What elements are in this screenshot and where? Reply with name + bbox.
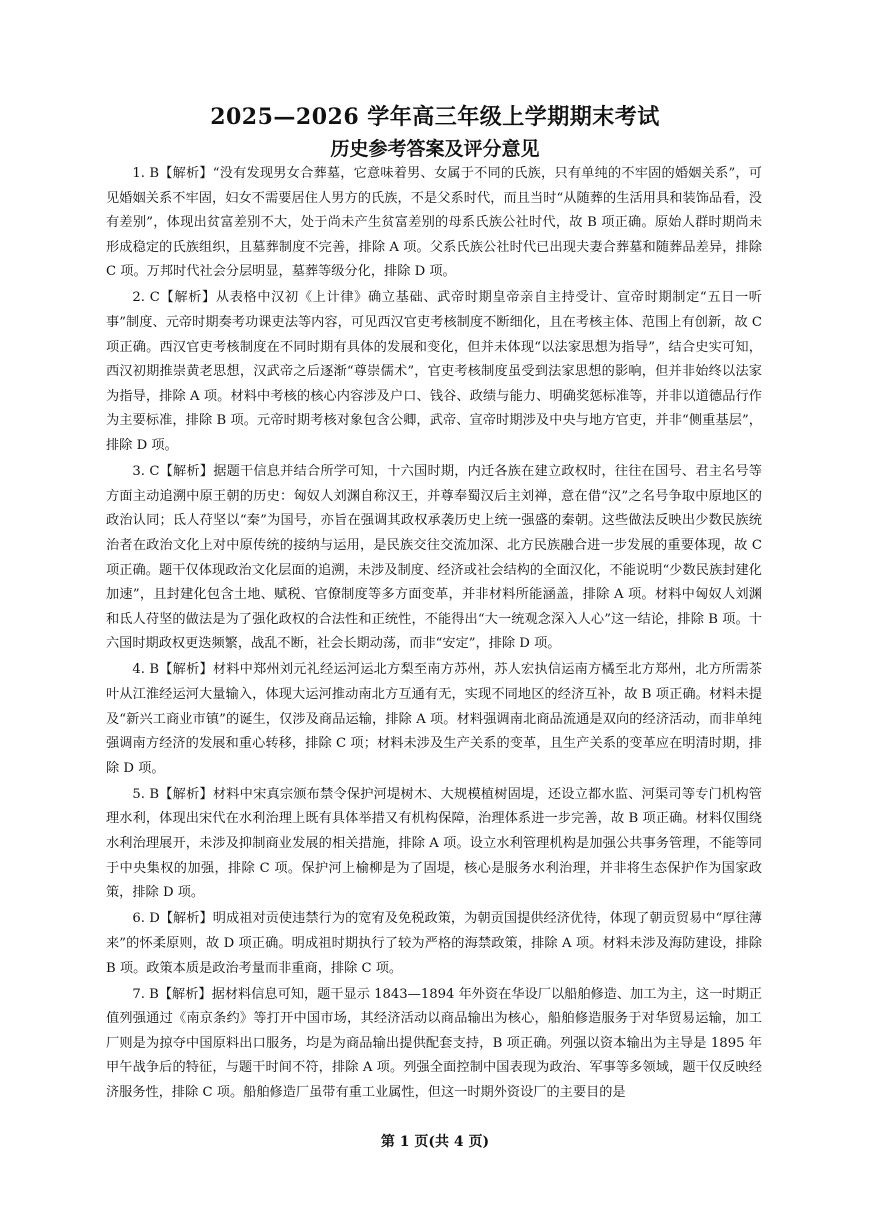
answer-paragraph-5: 5. B【解析】材料中宋真宗颁布禁令保护河堤树木、大规模植树固堤，还设立都水监、河渠司等专门机构管理水利，体现出宋代在水利治理上既有具体举措又有机构保障，治理体系进一步完善，故 B 项正确。材料仅围绕水利治理展开，未涉及抑制商业发展的相关措施，排除 A 项。设立水利管理机构是加强公共事务管理，不能等同于中央集权的加强，排除 C 项。保护河上榆柳是为了固堤，核心是服务水利治理，并非将生态保护作为国家政策，排除 D 项。 xyxy=(106,786,762,901)
answer-body xyxy=(106,162,762,1107)
answer-paragraph-1: 1. B【解析】“没有发现男女合葬墓，它意味着男、女属于不同的氏族，只有单纯的不牢固的婚姻关系”，可见婚姻关系不牢固，妇女不需要居住人男方的氏族，不是父系时代，而且当时“从随葬的生活用具和装饰品看，没有差别”，体现出贫富差别不大，处于尚未产生贫富差别的母系氏族公社时代，故 B 项正确。原始人群时期尚未形成稳定的氏族组织，且墓葬制度不完善，排除 A 项。父系氏族公社时代已出现夫妻合葬墓和随葬品差异，排除 C 项。万邦时代社会分层明显，墓葬等级分化，排除 D 项。 xyxy=(106,166,762,280)
answer-paragraph-7: 7. B【解析】据材料信息可知，题干显示 1843—1894 年外资在华设厂以船舶修造、加工为主，这一时期正值列强通过《南京条约》等打开中国市场，其经济活动以商品输出为核心，船舶修造服务于对华贸易运输，加工厂则是为掠夺中国原料出口服务，均是为商品输出提供配套支持，B 项正确。列强以资本输出为主导是 1895 年甲午战争后的特征，与题干时间不符，排除 A 项。列强全面控制中国表现为政治、军事等多领域，题干仅反映经济服务性，排除 C 项。船舶修造厂虽带有重工业属性，但这一时期外资设厂的主要目的是 xyxy=(106,986,762,1100)
answer-paragraph-6: 6. D【解析】明成祖对贡使违禁行为的宽宥及免税政策，为朝贡国提供经济优待，体现了朝贡贸易中“厚往薄来”的怀柔原则，故 D 项正确。明成祖时期执行了较为严格的海禁政策，排除 A 项。材料未涉及海防建设，排除 B 项。政策本质是政治考量而非重商，排除 C 项。 xyxy=(106,911,762,976)
answer-paragraph-4: 4. B【解析】材料中郑州刘元礼经运河运北方梨至南方苏州，苏人宏执信运南方橘至北方郑州，北方所需茶叶从江淮经运河大量输入，体现大运河推动南北方互通有无，实现不同地区的经济互补，故 B 项正确。材料未提及“新兴工商业市镇”的诞生，仅涉及商品运输，排除 A 项。材料强调南北商品流通是双向的经济活动，而非单纯强调南方经济的发展和重心转移，排除 C 项；材料未涉及生产关系的变革，且生产关系的变革应在明清时期，排除 D 项。 xyxy=(106,662,762,776)
answer-paragraph-2: 2. C【解析】从表格中汉初《上计律》确立基础、武帝时期皇帝亲自主持受计、宣帝时期制定“五日一听事”制度、元帝时期奏考功课吏法等内容，可见西汉官吏考核制度不断细化，且在考核主体、范围上有创新，故 C 项正确。西汉官吏考核制度在不同时期有具体的发展和变化，但并未体现“以法家思想为指导”，结合史实可知，西汉初期推崇黄老思想，汉武帝之后逐渐“尊崇儒术”，官吏考核制度虽受到法家思想的影响，但并非始终以法家为指导，排除 A 项。材料中考核的核心内容涉及户口、钱谷、政绩与能力、明确奖惩标准等，并非以道德品行作为主要标准，排除 B 项。元帝时期考核对象包含公卿，武帝、宣帝时期涉及中央与地方官吏，并非“侧重基层”，排除 D 项。 xyxy=(106,290,762,454)
document-title: 2025—2026 学年高三年级上学期期末考试 xyxy=(210,104,660,130)
document-subtitle: 历史参考答案及评分意见 xyxy=(330,138,540,160)
page-footer: 第 1 页(共 4 页) xyxy=(380,1134,490,1150)
answer-paragraph-3: 3. C【解析】据题干信息并结合所学可知，十六国时期，内迁各族在建立政权时，往往在国号、君主名号等方面主动追溯中原王朝的历史：匈奴人刘渊自称汉王，并尊奉蜀汉后主刘禅，意在借“汉”之名号争取中原地区的政治认同；氐人苻坚以“秦”为国号，亦旨在强调其政权承袭历史上统一强盛的秦朝。这些做法反映出少数民族统治者在政治文化上对中原传统的接纳与运用，是民族交往交流加深、北方民族融合进一步发展的重要体现，故 C 项正确。题干仅体现政治文化层面的追溯，未涉及制度、经济或社会结构的全面汉化，不能说明“少数民族封建化加速”，且封建化包含土地、赋税、官僚制度等多方面变革，并非材料所能涵盖，排除 A 项。材料中匈奴人刘渊和氐人苻坚的做法是为了强化政权的合法性和正统性，不能得出“大一统观念深入人心”这一结论，排除 B 项。十六国时期政权更迭频繁，战乱不断，社会长期动荡，而非“安定”，排除 D 项。 xyxy=(106,464,762,652)
